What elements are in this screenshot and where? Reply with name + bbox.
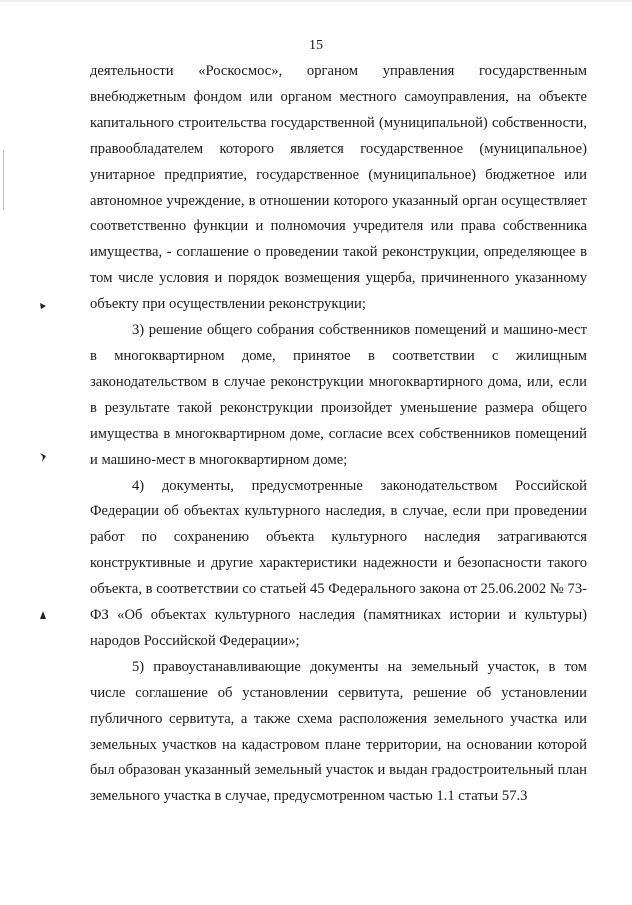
page-number: 15	[309, 38, 323, 53]
scan-mark-2	[38, 452, 48, 464]
paragraph-continuation: деятельности «Роскосмос», органом управления государственным внебюджетным фондом или органом местного самоуправления, на объекте капитального строительства государственной (муниципальной) собственности, правообладателем которого является государственное (муниципальное) унитарное предприятие, государственное (муниципальное) бюджетное или автономное учреждение, в отношении которого указанный орган осуществляет соответственно функции и полномочия учредителя или права собственника имущества, - соглашение о проведении такой реконструкции, определяющее в том числе условия и порядок возмещения ущерба, причиненного указанному объекту при осуществлении реконструкции;	[90, 63, 587, 313]
document-body	[90, 59, 587, 810]
paragraph-item-4: 4) документы, предусмотренные законодательством Российской Федерации об объектах культурного наследия, в случае, если при проведении работ по сохранению объекта культурного наследия затрагиваются конструктивные и другие характеристики надежности и безопасности такого объекта, в соответствии со статьей 45 Федерального закона от 25.06.2002 № 73-ФЗ «Об объектах культурного наследия (памятниках истории и культуры) народов Российской Федерации»;	[90, 477, 587, 649]
scan-mark-1	[38, 301, 48, 311]
scan-edge-line	[3, 150, 4, 210]
scan-mark-3	[39, 610, 47, 620]
scan-top-edge	[0, 0, 632, 2]
paragraph-item-5: 5) правоустанавливающие документы на земельный участок, в том числе соглашение об установлении сервитута, решение об установлении публичного сервитута, а также схема расположения земельного участка или земельных участков на кадастровом плане территории, на основании которой был образован указанный земельный участок и выдан градостроительный план земельного участка в случае, предусмотренном частью 1.1 статьи 57.3	[90, 658, 587, 805]
paragraph-item-3: 3) решение общего собрания собственников помещений и машино-мест в многоквартирном доме, принятое в соответствии с жилищным законодательством в случае реконструкции многоквартирного дома, или, если в результате такой реконструкции произойдет уменьшение размера общего имущества в многоквартирном доме, согласие всех собственников помещений и машино-мест в многоквартирном доме;	[90, 322, 587, 468]
